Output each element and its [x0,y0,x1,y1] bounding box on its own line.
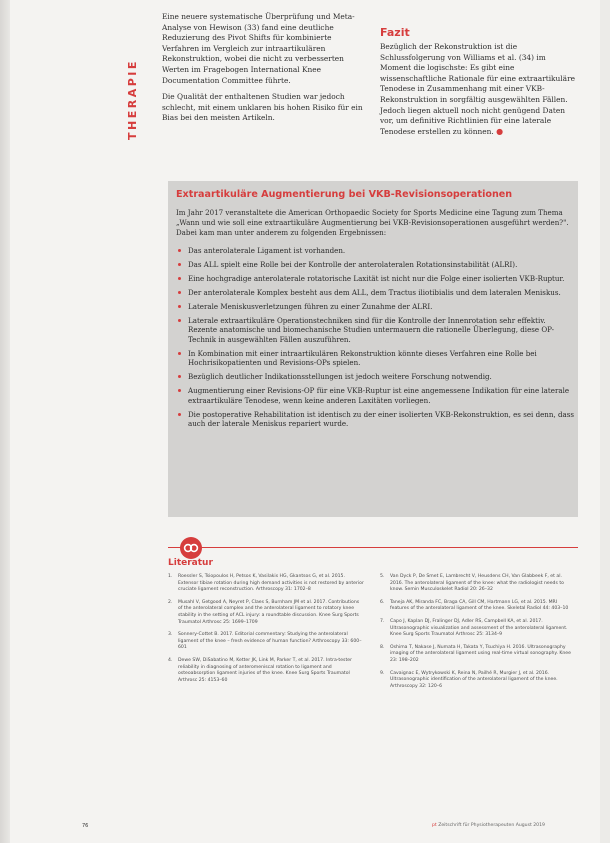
reference-item: 7. Capo J, Kaplan DJ, Fralinger DJ, Adler RS, Campbell KA, et al. 2017. Ultrasonographic visualization and assessment of the anterolateral ligament. Knee Surg Sports Traumatol Arthrosc 25: 3134–9 [380,618,568,638]
list-item: Das anterolaterale Ligament ist vorhanden. [176,246,574,255]
reference-item: 2. Musahl V, Getgood A, Neyret P, Claes S, Burnham JM et al. 2017. Contributions of the anterolateral complex and the anterolateral ligament to rotatory knee stability in the setting of ACL injury: a roundtable discussion. Knee Surg Sports Traumatol Arthrosc 25: 1699–1709 [168,599,360,625]
footer-issue: August 2019 [515,823,545,828]
references-left [168,574,364,690]
end-mark-icon: ● [496,126,504,136]
fazit-paragraph [380,42,576,137]
bullet-icon [178,413,181,416]
list-item: Augmentierung einer Revisions-OP für eine VKB-Ruptur ist eine angemessene Indikation für eine laterale extraartikuläre Tenodese, wenn keine anderen Laxitäten vorliegen. [176,386,574,405]
footer [432,823,545,828]
reference-item: 3. Sonnery-Cottet B. 2017. Editorial commentary: Studying the anterolateral ligament of the knee – fresh evidence of human function? Arthroscopy 33: 600–601 [168,632,362,651]
bullet-icon [178,389,181,392]
info-box-intro: Im Jahr 2017 veranstaltete die American Orthopaedic Society for Sports Medicine eine Tagung zum Thema „Wann und wie soll eine extraartikuläre Augmentierung bei VKB-Revisionsoperationen ausgeführt werden?". Dabei kam man unter anderem zu folgenden Ergebnissen: [176,208,569,237]
bullet-icon [178,277,181,280]
info-box-title: Extraartikuläre Augmentierung bei VKB-Revisionsoperationen [176,189,513,200]
list-item: Die postoperative Rehabilitation ist identisch zu der einer isolierten VKB-Rekonstruktion, es sei denn, dass auch der laterale Meniskus repariert wurde. [176,410,574,429]
bullet-icon [178,319,181,322]
reference-item: 5. Van Dyck P, De Smet E, Lambrecht V, Heusdens CH, Van Glabbeek F, et al. 2016. The anterolateral ligament of the knee: what the radiologist needs to know. Semin Musculoskelet Radiol 20: 26–32 [380,574,564,593]
left-paragraph-2: Die Qualität der enthaltenen Studien war jedoch schlecht, mit einem unklaren bis hohen Risiko für ein Bias bei den meisten Artikeln. [162,92,363,123]
literature-heading: Literatur [168,558,213,568]
literature-icon [180,537,202,559]
list-item: Laterale Meniskusverletzungen führen zu einer Zunahme der ALRI. [176,302,574,311]
footer-brand: pt [432,823,437,828]
bullet-icon [178,375,181,378]
reference-item: 6. Taneja AK, Miranda FC, Braga CA, Gill CM, Hartmann LG, et al. 2015. MRI features of the anterolateral ligament of the knee. Skeletal Radiol 44: 403–10 [380,599,569,612]
reference-item: 8. Oshima T, Nakase J, Numata H, Takata Y, Tsuchiya H. 2016. Ultrasonography imaging of the anterolateral ligament using real-time virtual sonography. Knee 23: 198–202 [380,644,571,663]
page-number: 76 [82,823,89,829]
left-paragraph-1: Eine neuere systematische Überprüfung und Meta-Analyse von Hewison (33) fand eine deutliche Reduzierung des Pivot Shifts für kombinierte Verfahren im Vergleich zur intraartikulären Rekonstruktion, wobei die nicht zu verbesserten Werten im Fragebogen International Knee Documentation Committee führte. [162,12,355,85]
bullet-icon [178,352,181,355]
fazit-heading: Fazit [380,26,410,39]
references-right [380,574,576,696]
list-item: Eine hochgradige anterolaterale rotatorische Laxität ist nicht nur die Folge einer isolierten VKB-Ruptur. [176,274,574,283]
list-item: Der anterolaterale Komplex besteht aus dem ALL, dem Tractus iliotibialis und dem lateralen Meniskus. [176,288,574,297]
bullet-icon [178,249,181,252]
reference-item: 4. Dewe SW, DiSabatino M, Ketter JK, Link M, Parker T, et al. 2017. Intra-tester reliability in diagnosing of anteromeniscal rotation to ligament and osteoabsorption ligament injuries of the knee. Knee Surg Sports Traumatol Arthrosc 25: 4153–60 [168,657,352,683]
list-item: Laterale extraartikuläre Operationstechniken sind für die Kontrolle der Innenrotation sehr effektiv. Rezente anatomische und biomechanische Studien untermauern die rationelle Überlegung, diese OP-Technik in ausgewählten Fällen auszuführen. [176,316,574,344]
bullet-icon [178,305,181,308]
fazit-text: Bezüglich der Rekonstruktion ist die Schlussfolgerung von Williams et al. (34) im Moment die logischste: Es gibt eine wissenschaftliche Rationale für eine extraartikuläre Tenodese in Zusammenhang mit einer VKB-Rekonstruktion in sorgfältig ausgewählten Fällen. Jedoch liegen aktuell noch nicht genügend Daten vor, um definitive Richtlinien für eine laterale Tenodese erstellen zu können. [380,42,575,136]
footer-journal: Zeitschrift für Physiotherapeuten [438,823,515,828]
list-item: In Kombination mit einer intraartikulären Rekonstruktion könnte dieses Verfahren eine Rolle bei Hochrisikopatienten und Revisions-OPs spielen. [176,349,574,368]
section-label: THERAPIE [126,59,139,140]
reference-item: 9. Cavaignac E, Wytrykowski K, Reina N, Pailhé R, Murgier J, et al. 2016. Ultrasonographic identification of the anterolateral ligament of the knee. Arthroscopy 32: 120–6 [380,670,558,689]
fazit-column [380,30,576,143]
reference-item: 1. Roessler S, Tsiopoulos H, Petsos K, Vasilakis HG, Gkantsos G, et al. 2015. Extensor tibiae rotation during high demand activities is not restored by anterior cruciate ligament reconstruction. Arthroscopy 31: 1702–8 [168,574,364,593]
info-box-list [176,246,574,433]
left-column [162,12,368,130]
bullet-icon [178,291,181,294]
literature-divider [168,547,578,548]
bullet-icon [178,263,181,266]
list-item: Das ALL spielt eine Rolle bei der Kontrolle der anterolateralen Rotationsinstabilität (ALRI). [176,260,574,269]
list-item: Bezüglich deutlicher Indikationsstellungen ist jedoch weitere Forschung notwendig. [176,372,574,381]
